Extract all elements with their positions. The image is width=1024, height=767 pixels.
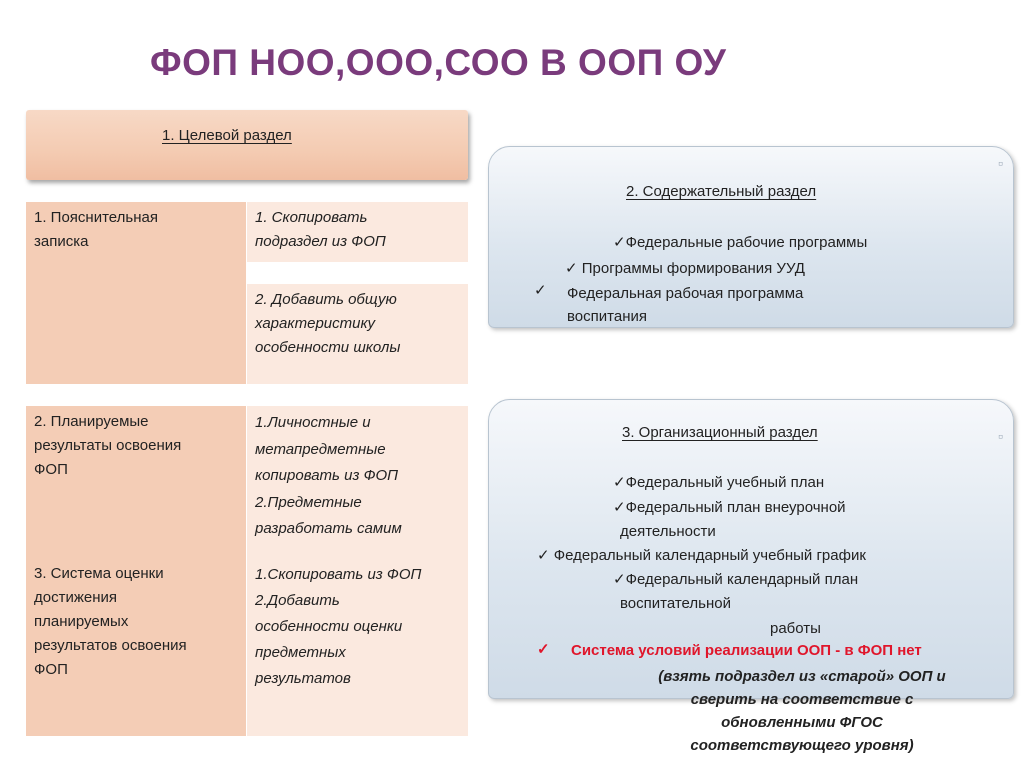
org-note-line: сверить на соответствие с [690, 691, 914, 708]
cell-text-line: 2. Добавить общую [255, 291, 397, 308]
cell-text-line: 1. Скопировать [255, 209, 368, 226]
cell-text-line: разработать самим [255, 520, 402, 537]
cell-text-line: 1.Скопировать из ФОП [255, 566, 422, 583]
cell-text-line: копировать из ФОП [255, 467, 399, 484]
target-section-header [26, 110, 468, 180]
table-cell-copy-subsection [247, 202, 468, 262]
cell-text-line: предметных [255, 644, 346, 661]
org-item: работы [770, 620, 821, 637]
org-section-title: 3. Организационный раздел [622, 424, 818, 441]
cell-text-line: ФОП [34, 461, 68, 478]
corner-mark-icon: ▫ [998, 428, 1003, 444]
content-section-box [488, 146, 1014, 328]
org-note-line: обновленными ФГОС [721, 714, 883, 731]
cell-text-line: результатов [255, 670, 351, 687]
cell-text-line: подраздел из ФОП [255, 233, 386, 250]
cell-text-line: 3. Система оценки [34, 565, 164, 582]
content-item: Федеральная рабочая программа [567, 285, 804, 302]
cell-text-line: 2. Планируемые [34, 413, 149, 430]
cell-text-line: записка [34, 233, 89, 250]
cell-text-line: результатов освоения [34, 637, 187, 654]
org-section-box [488, 399, 1014, 699]
cell-text-line: характеристику [255, 315, 376, 332]
table-cell-add-characteristics [247, 284, 468, 384]
cell-text-line: 2.Добавить [255, 592, 340, 609]
org-note-line: соответствующего уровня) [690, 737, 914, 754]
content-item: ✓ Программы формирования УУД [565, 260, 805, 277]
org-item: деятельности [620, 523, 716, 540]
table-cell-explanatory-note [26, 202, 246, 384]
content-item: ✓Федеральные рабочие программы [613, 234, 868, 251]
cell-text-line: особенности оценки [255, 618, 403, 635]
cell-text-line: результаты освоения [34, 437, 182, 454]
cell-text-line: 2.Предметные [255, 493, 362, 511]
org-note [618, 665, 986, 757]
org-item-missing-conditions: Система условий реализации ООП - в ФОП нет [571, 642, 922, 659]
table-cell-results-actions [247, 406, 468, 736]
corner-mark-icon: ▫ [998, 155, 1003, 171]
check-icon: ✓ [537, 641, 550, 658]
org-item: воспитательной [620, 595, 731, 612]
check-icon: ✓ [534, 282, 547, 299]
org-item: ✓Федеральный учебный план [613, 474, 825, 491]
content-section-title: 2. Содержательный раздел [626, 183, 817, 200]
cell-text-line: 1. Пояснительная [34, 209, 158, 226]
table-cell-planned-results [26, 406, 246, 736]
org-item: ✓ Федеральный календарный учебный график [537, 547, 866, 564]
org-item: ✓Федеральный план внеурочной [613, 499, 846, 516]
org-note-line: (взять подраздел из «старой» ООП и [658, 668, 946, 685]
org-item: ✓Федеральный календарный план [613, 571, 859, 588]
cell-text-line: особенности школы [255, 339, 401, 356]
cell-text-line: ФОП [34, 661, 68, 678]
target-section-label: 1. Целевой раздел [162, 127, 292, 144]
cell-text-line: планируемых [34, 613, 129, 630]
content-item: воспитания [567, 308, 647, 325]
cell-text-line: метапредметные [255, 440, 386, 458]
page-title: ФОП НОО,ООО,СОО В ООП ОУ [150, 42, 727, 83]
cell-text-line: 1.Личностные и [255, 414, 371, 431]
cell-text-line: достижения [34, 589, 118, 606]
